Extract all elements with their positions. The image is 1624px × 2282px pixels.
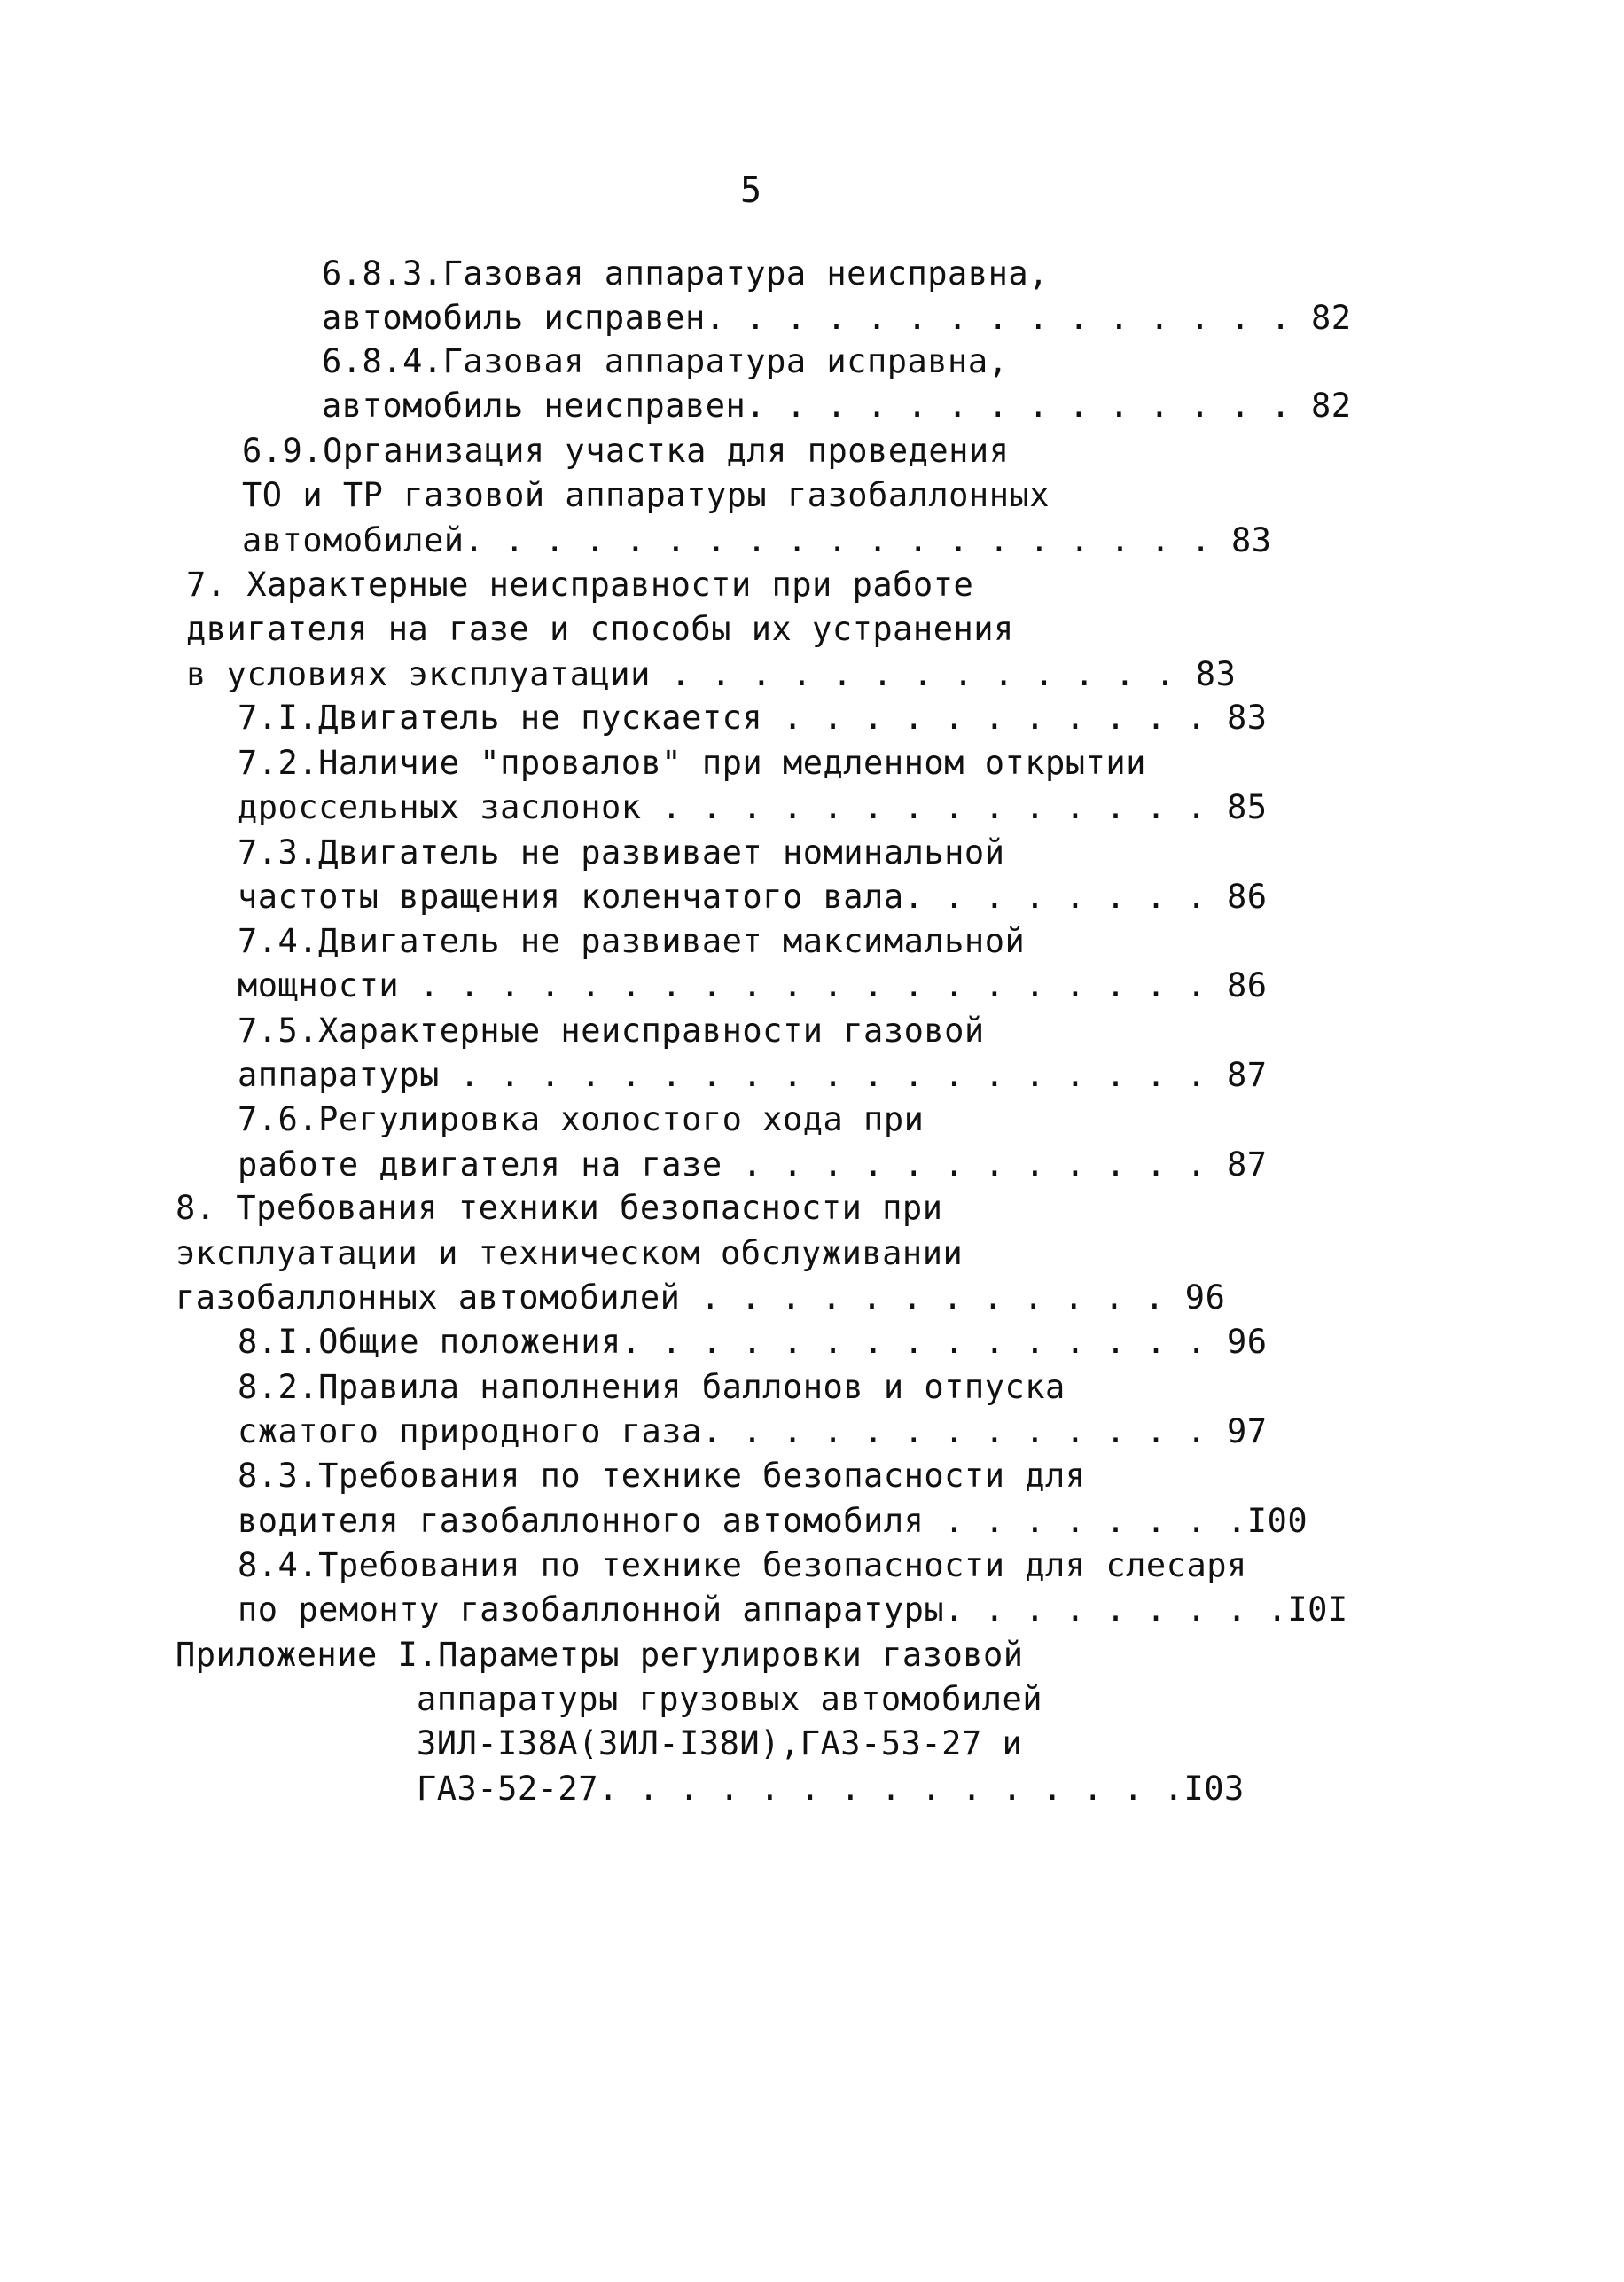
toc-entry-7-5-continuation: аппаратуры . . . . . . . . . . . . . . . . . . . 87 xyxy=(238,1056,1268,1094)
toc-entry-8-3-title: 8.3.Требования по технике безопасности для xyxy=(238,1457,1086,1495)
toc-entry-7-4-continuation: мощности . . . . . . . . . . . . . . . . . . . . 86 xyxy=(238,966,1268,1004)
toc-entry-8-3-continuation: водителя газобаллонного автомобиля . . . . . . . .I00 xyxy=(238,1502,1308,1540)
toc-section-7-title: 7. Характерные неисправности при работе xyxy=(186,566,974,604)
toc-entry-8-2-continuation: сжатого природного газа. . . . . . . . . . . . . 97 xyxy=(238,1412,1268,1450)
toc-entry-6-9-line3: автомобилей. . . . . . . . . . . . . . . . . . . 83 xyxy=(242,521,1272,559)
toc-entry-7-4-title: 7.4.Двигатель не развивает максимальной xyxy=(238,922,1026,960)
toc-entry-6-8-3-title: 6.8.3.Газовая аппаратура неисправна, xyxy=(322,254,1049,293)
toc-entry-8-4-continuation: по ремонту газобаллонной аппаратуры. . . . . . . . .I0I xyxy=(238,1590,1348,1629)
toc-entry-6-9-line2: ТО и ТР газовой аппаратуры газобаллонных xyxy=(242,476,1050,514)
toc-entry-7-3-continuation: частоты вращения коленчатого вала. . . . . . . . 86 xyxy=(238,878,1268,916)
toc-section-7-line3: в условиях эксплуатации . . . . . . . . . . . . . 83 xyxy=(186,655,1237,693)
toc-appendix-1-title: Приложение I.Параметры регулировки газовой xyxy=(176,1636,1024,1674)
page-number: 5 xyxy=(740,170,762,211)
toc-entry-7-2-title: 7.2.Наличие "провалов" при медленном открытии xyxy=(238,744,1146,782)
toc-entry-7-6-title: 7.6.Регулировка холостого хода при xyxy=(238,1100,925,1138)
toc-appendix-1-line4: ГАЗ-52-27. . . . . . . . . . . . . . .I03 xyxy=(417,1770,1245,1808)
toc-entry-7-1: 7.I.Двигатель не пускается . . . . . . . . . . . 83 xyxy=(238,699,1268,737)
toc-entry-7-3-title: 7.3.Двигатель не развивает номинальной xyxy=(238,833,1005,871)
toc-entry-8-4-title: 8.4.Требования по технике безопасности для слесаря xyxy=(238,1546,1247,1584)
toc-entry-8-2-title: 8.2.Правила наполнения баллонов и отпуска xyxy=(238,1368,1066,1406)
toc-entry-6-8-4-continuation: автомобиль неисправен. . . . . . . . . . . . . . 82 xyxy=(322,387,1352,425)
toc-entry-8-1: 8.I.Общие положения. . . . . . . . . . . . . . . 96 xyxy=(238,1323,1268,1361)
toc-entry-6-9-title: 6.9.Организация участка для проведения xyxy=(242,432,1010,470)
toc-entry-7-2-continuation: дроссельных заслонок . . . . . . . . . . . . . . 85 xyxy=(238,788,1268,826)
toc-appendix-1-line3: ЗИЛ-I38А(ЗИЛ-I38И),ГАЗ-53-27 и xyxy=(417,1724,1023,1762)
toc-section-8-line2: эксплуатации и техническом обслуживании xyxy=(176,1234,964,1272)
toc-entry-7-6-continuation: работе двигателя на газе . . . . . . . . . . . . 87 xyxy=(238,1145,1268,1184)
toc-section-7-line2: двигателя на газе и способы их устранения xyxy=(186,610,1014,648)
toc-section-8-title: 8. Требования техники безопасности при xyxy=(176,1189,943,1227)
toc-section-8-line3: газобаллонных автомобилей . . . . . . . . . . . . 96 xyxy=(176,1278,1226,1317)
toc-appendix-1-line2: аппаратуры грузовых автомобилей xyxy=(417,1680,1043,1718)
toc-entry-7-5-title: 7.5.Характерные неисправности газовой xyxy=(238,1012,985,1050)
toc-entry-6-8-4-title: 6.8.4.Газовая аппаратура исправна, xyxy=(322,342,1009,380)
toc-entry-6-8-3-continuation: автомобиль исправен. . . . . . . . . . . . . . . 82 xyxy=(322,299,1352,337)
